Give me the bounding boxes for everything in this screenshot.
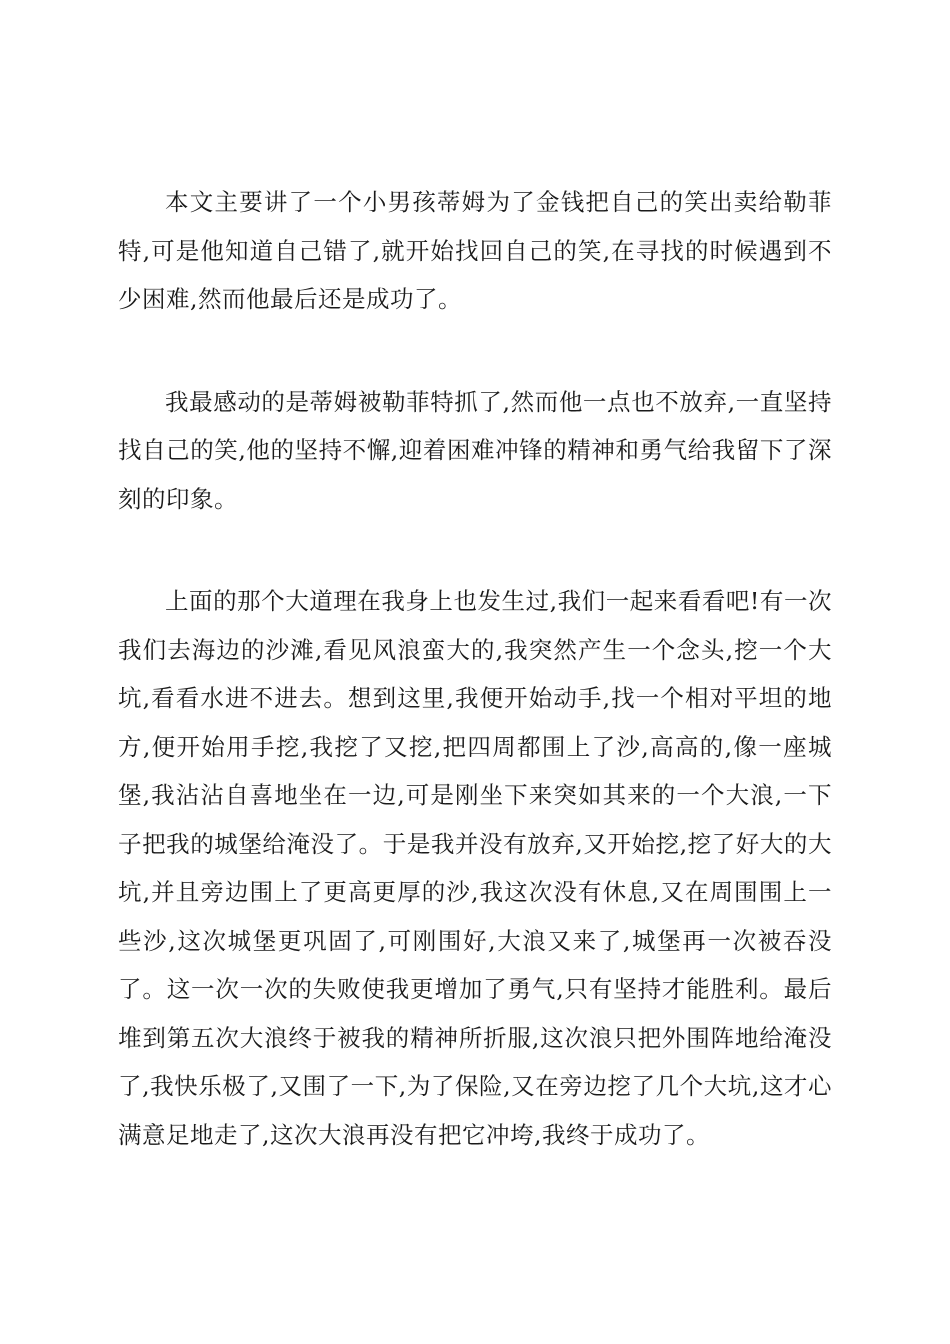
document-body: [118, 178, 832, 1213]
paragraph-summary: 本文主要讲了一个小男孩蒂姆为了金钱把自己的笑出卖给勒菲特,可是他知道自己错了,就开始找回自己的笑,在寻找的时候遇到不少困难,然而他最后还是成功了。: [118, 188, 832, 313]
paragraph-personal-story: 上面的那个大道理在我身上也发生过,我们一起来看看吧!有一次我们去海边的沙滩,看见风浪蛮大的,我突然产生一个念头,挖一个大坑,看看水进不进去。想到这里,我便开始动手,找一个相对平坦的地方,便开始用手挖,我挖了又挖,把四周都围上了沙,高高的,像一座城堡,我沾沾自喜地坐在一边,可是刚坐下来突如其来的一个大浪,一下子把我的城堡给淹没了。于是我并没有放弃,又开始挖,挖了好大的大坑,并且旁边围上了更高更厚的沙,我这次没有休息,又在周围围上一些沙,这次城堡更巩固了,可刚围好,大浪又来了,城堡再一次被吞没了。这一次一次的失败使我更增加了勇气,只有坚持才能胜利。最后堆到第五次大浪终于被我的精神所折服,这次浪只把外围阵地给淹没了,我快乐极了,又围了一下,为了保险,又在旁边挖了几个大坑,这才心满意足地走了,这次大浪再没有把它冲垮,我终于成功了。: [118, 587, 832, 1149]
paragraph-impression: 我最感动的是蒂姆被勒菲特抓了,然而他一点也不放弃,一直坚持找自己的笑,他的坚持不懈,迎着困难冲锋的精神和勇气给我留下了深刻的印象。: [118, 387, 832, 513]
